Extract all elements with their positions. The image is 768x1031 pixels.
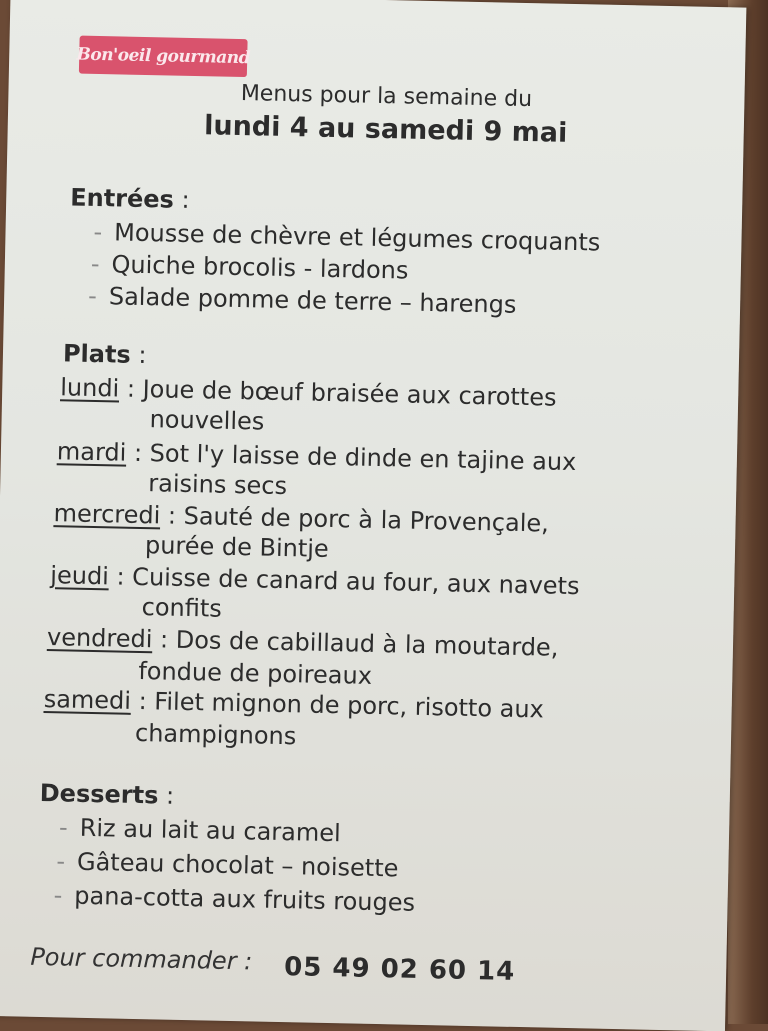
plat-line-continued: champignons: [134, 718, 297, 751]
day-label: mercredi: [53, 499, 161, 530]
plat-day-row: mardi : Sot l'y laisse de dinde en tajine aux: [56, 437, 577, 477]
dessert-item: - pana-cotta aux fruits rouges: [53, 881, 416, 917]
desserts-heading-label: Desserts: [39, 778, 159, 810]
brand-logo-text: Bon'oeil gourmand: [76, 44, 251, 69]
order-phone: 05 49 02 60 14: [283, 952, 516, 987]
order-label: Pour commander :: [30, 942, 253, 976]
entrees-heading-label: Entrées: [69, 183, 175, 214]
plat-day-row: jeudi : Cuisse de canard au four, aux navets: [50, 561, 580, 601]
plat-line-continued: fondue de poireaux: [138, 656, 373, 690]
menu-subtitle: Menus pour la semaine du: [240, 80, 533, 113]
entree-item: - Salade pomme de terre – harengs: [87, 281, 517, 319]
plat-line: Sot l'y laisse de dinde en tajine aux: [149, 439, 577, 477]
plat-line-continued: purée de Bintje: [144, 531, 330, 563]
plat-line: Joue de bœuf braisée aux carottes: [142, 375, 557, 412]
plats-heading-label: Plats: [62, 339, 132, 369]
day-label: vendredi: [46, 623, 153, 654]
plat-line: Dos de cabillaud à la moutarde,: [175, 625, 559, 662]
plats-heading: Plats :: [62, 339, 147, 370]
plat-line-continued: nouvelles: [149, 405, 265, 436]
entrees-heading: Entrées :: [69, 183, 190, 214]
desserts-heading: Desserts :: [39, 778, 175, 810]
dessert-item: - Gâteau chocolat – noisette: [56, 847, 399, 883]
plat-day-row: vendredi : Dos de cabillaud à la moutarde,: [46, 623, 559, 662]
day-label: lundi: [59, 373, 120, 403]
day-label: samedi: [43, 685, 132, 715]
plat-line: Sauté de porc à la Provençale,: [183, 501, 550, 538]
plat-line: Cuisse de canard au four, aux navets: [131, 562, 580, 601]
plat-day-row: samedi : Filet mignon de porc, risotto aux: [43, 685, 545, 724]
menu-title: lundi 4 au samedi 9 mai: [203, 110, 568, 149]
entree-item: - Quiche brocolis - lardons: [90, 249, 409, 285]
entree-item: - Mousse de chèvre et légumes croquants: [93, 217, 601, 257]
plat-day-row: lundi : Joue de bœuf braisée aux carottes: [59, 373, 557, 412]
dessert-item: - Riz au lait au caramel: [58, 813, 342, 848]
entree-item-text: Mousse de chèvre et légumes croquants: [113, 218, 601, 257]
brand-logo: [76, 36, 251, 78]
plat-day-row: mercredi : Sauté de porc à la Provençale,: [53, 499, 550, 538]
plat-line-continued: raisins secs: [148, 469, 288, 501]
dessert-item-text: Gâteau chocolat – noisette: [76, 847, 399, 883]
plat-line: Filet mignon de porc, risotto aux: [154, 687, 545, 724]
dessert-item-text: Riz au lait au caramel: [79, 813, 342, 848]
day-label: mardi: [56, 437, 127, 467]
entree-item-text: Quiche brocolis - lardons: [111, 250, 409, 285]
entree-item-text: Salade pomme de terre – harengs: [108, 282, 517, 319]
plat-line-continued: confits: [141, 593, 223, 623]
day-label: jeudi: [50, 561, 110, 591]
dessert-item-text: pana-cotta aux fruits rouges: [74, 881, 416, 917]
